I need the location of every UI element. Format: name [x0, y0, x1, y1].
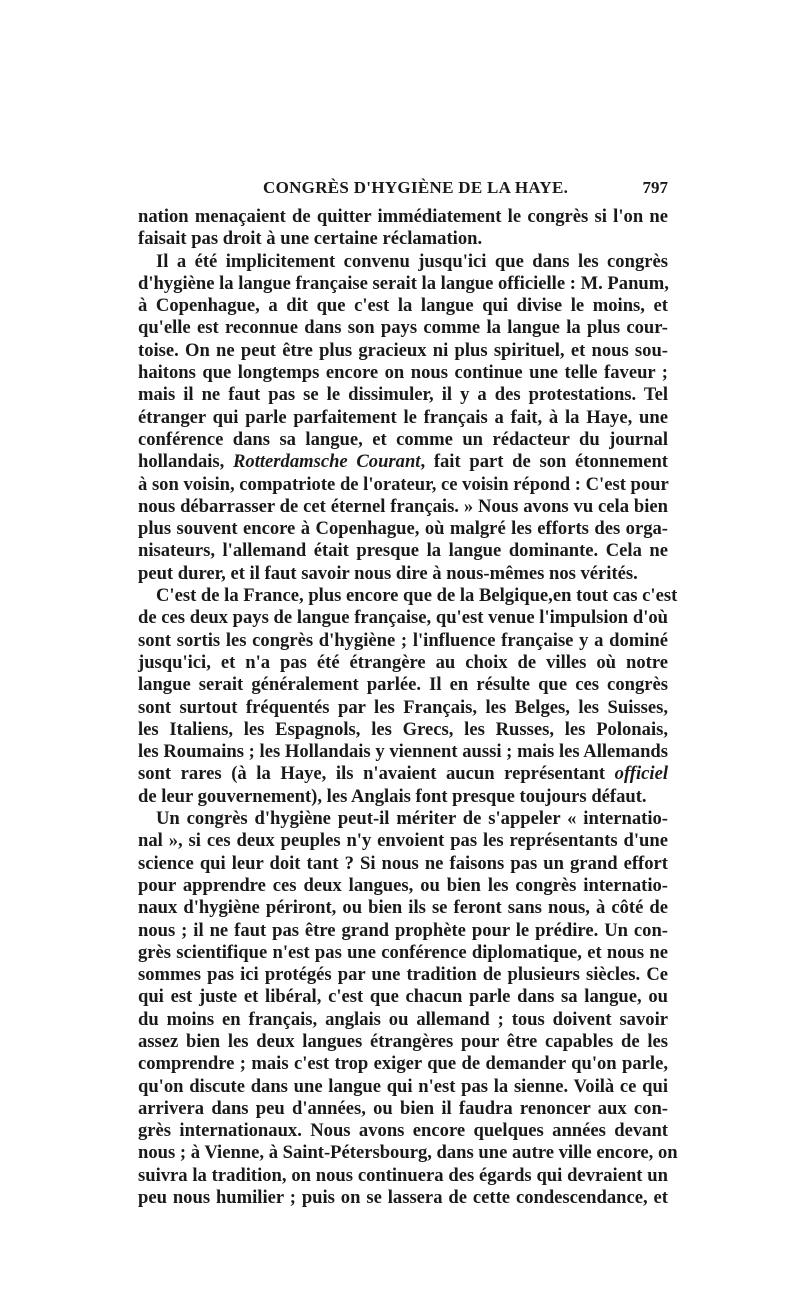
text-line — [138, 451, 668, 473]
text-line: C'est de la France, plus encore que de la Belgique,en tout cas c'est — [156, 585, 678, 607]
text-line: peut durer, et il faut savoir nous dire à nous-mêmes nos vérités. — [138, 562, 638, 584]
text-line: nous ; à Vienne, à Saint-Pétersbourg, dans une autre ville encore, on — [138, 1142, 678, 1164]
text-line: Il a été implicitement convenu jusqu'ici que dans les congrès — [156, 250, 668, 272]
text-line: comprendre ; mais c'est trop exiger que de demander qu'on parle, — [138, 1053, 668, 1075]
text-line: Un congrès d'hygiène peut-il mériter de s'appeler « internatio- — [156, 808, 668, 830]
text-line: qui est juste et libéral, c'est que chacun parle dans sa langue, ou — [138, 986, 668, 1008]
text-line: science qui leur doit tant ? Si nous ne faisons pas un grand effort — [138, 852, 668, 874]
text-line: d'hygiène la langue française serait la langue officielle : M. Panum, — [138, 272, 669, 294]
text-line: nous débarrasser de cet éternel français. » Nous avons vu cela bien — [138, 495, 668, 517]
text-line: grès internationaux. Nous avons encore quelques années devant — [138, 1120, 668, 1142]
text-line: sont surtout fréquentés par les Français, les Belges, les Suisses, — [138, 696, 668, 718]
text-line: suivra la tradition, on nous continuera des égards qui devraient un — [138, 1164, 668, 1186]
text-line: faisait pas droit à une certaine réclamation. — [138, 228, 483, 250]
text-segment: hollandais, — [138, 451, 234, 473]
text-line: étranger qui parle parfaitement le français a fait, à la Haye, une — [138, 406, 668, 428]
text-segment: sont rares (à la Haye, ils n'avaient aucun représentant — [138, 763, 615, 785]
text-segment: , fait part de son étonnement — [420, 451, 668, 473]
italic-title: Rotterdamsche Courant — [233, 451, 421, 473]
running-header — [138, 178, 668, 200]
text-line: les Roumains ; les Hollandais y viennent aussi ; mais les Allemands — [138, 741, 668, 763]
text-line: toise. On ne peut être plus gracieux ni plus spirituel, et nous sou- — [138, 339, 668, 361]
text-line: mais il ne faut pas se le dissimuler, il y a des protestations. Tel — [138, 384, 668, 406]
text-line: nous ; il ne faut pas être grand prophète pour le prédire. Un con- — [138, 919, 668, 941]
text-line: conférence dans sa langue, et comme un rédacteur du journal — [138, 428, 668, 450]
text-line: grès scientifique n'est pas une conférence diplomatique, et nous ne — [138, 941, 668, 963]
page-number: 797 — [642, 178, 668, 197]
text-line — [138, 763, 668, 785]
text-line: naux d'hygiène périront, ou bien ils se feront sans nous, à côté de — [138, 897, 668, 919]
text-line: pour apprendre ces deux langues, ou bien les congrès internatio- — [138, 874, 668, 896]
text-line: sommes pas ici protégés par une tradition de plusieurs siècles. Ce — [138, 964, 668, 986]
italic-title: officiel — [614, 763, 668, 785]
text-line: peu nous humilier ; puis on se lassera de cette condescendance, et — [138, 1187, 668, 1209]
text-line: les Italiens, les Espagnols, les Grecs, les Russes, les Polonais, — [138, 718, 668, 740]
text-line: assez bien les deux langues étrangères pour être capables de les — [138, 1030, 668, 1052]
text-line: nation menaçaient de quitter immédiatement le congrès si l'on ne — [138, 206, 668, 227]
text-line: qu'elle est reconnue dans son pays comme la langue la plus cour- — [138, 317, 668, 339]
text-line: à son voisin, compatriote de l'orateur, ce voisin répond : C'est pour — [138, 473, 669, 495]
text-line: du moins en français, anglais ou allemand ; tous doivent savoir — [138, 1008, 668, 1030]
text-line: sont sortis les congrès d'hygiène ; l'influence française y a dominé — [138, 629, 668, 651]
text-line: de ces deux pays de langue française, qu'est venue l'impulsion d'où — [138, 607, 668, 629]
text-line: jusqu'ici, et n'a pas été étrangère au choix de villes où notre — [138, 651, 668, 673]
text-line: haitons que longtemps encore on nous continue une telle faveur ; — [138, 362, 668, 384]
running-title: CONGRÈS D'HYGIÈNE DE LA HAYE. — [263, 178, 569, 197]
text-line: plus souvent encore à Copenhague, où malgré les efforts des orga- — [138, 518, 668, 540]
text-line: à Copenhague, a dit que c'est la langue qui divise le moins, et — [138, 295, 668, 317]
body-text — [138, 206, 678, 1209]
text-line: langue serait généralement parlée. Il en résulte que ces congrès — [138, 674, 668, 696]
text-line: de leur gouvernement), les Anglais font presque toujours défaut. — [138, 785, 647, 807]
text-line: nisateurs, l'allemand était presque la langue dominante. Cela ne — [138, 540, 668, 562]
text-line: arrivera dans peu d'années, ou bien il faudra renoncer aux con- — [138, 1097, 668, 1119]
text-line: nal », si ces deux peuples n'y envoient pas les représentants d'une — [138, 830, 668, 852]
text-line: qu'on discute dans une langue qui n'est pas la sienne. Voilà ce qui — [138, 1075, 668, 1097]
